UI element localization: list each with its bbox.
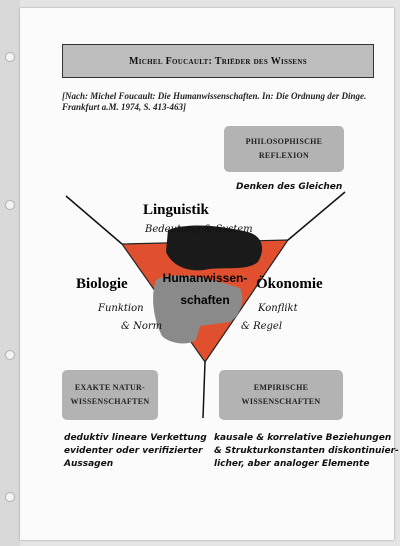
box-empirical-line2: WISSENSCHAFTEN [241,397,321,406]
axis-line-left [66,196,122,244]
field-oekonomie: Ökonomie [256,276,323,292]
center-label [160,267,250,311]
field-oekonomie-sub2: & Regel [241,321,283,332]
axis-line-down [203,362,205,418]
box-philosophy [224,126,344,172]
note-exact-line1: deduktiv lineare Verkettung [64,433,207,443]
title: Michel Foucault: Triëder des Wissens [129,55,307,67]
box-exact-line1: EXAKTE NATUR- [74,383,146,392]
note-empirical-line2: & Strukturkonstanten diskontinuier- [214,446,399,456]
note-exact-line2: evidenter oder verifizierter [64,446,203,456]
box-philosophy-line1: PHILOSOPHISCHE [245,137,323,146]
axis-line-right [288,192,345,240]
citation: [Nach: Michel Foucault: Die Humanwissenschaften. In: Die Ordnung der Dinge. Frankfurt a.M. 1974, S. 413-463] [62,91,367,112]
box-empirical-line1: EMPIRISCHE [253,383,309,392]
note-exact [64,432,207,471]
box-philosophy-line2: REFLEXION [258,151,310,160]
box-exact [62,370,158,420]
field-biologie-sub1: Funktion [98,303,144,314]
field-oekonomie-sub1: Konflikt [258,303,298,314]
box-empirical [219,370,343,420]
field-linguistik-sub: Bedeutung & System [145,224,253,235]
center-label-line2: schaften [180,293,230,307]
box-exact-line2: WISSENSCHAFTEN [70,397,150,406]
note-exact-line3: Aussagen [64,459,114,469]
note-empirical-line3: licher, aber analoger Elemente [214,459,370,469]
field-biologie: Biologie [76,276,128,292]
field-linguistik: Linguistik [143,202,209,218]
note-empirical [214,432,399,471]
field-biologie-sub2: & Norm [121,321,163,332]
center-label-line1: Humanwissen- [162,271,248,285]
note-philosophy: Denken des Gleichen [236,182,343,192]
note-empirical-line1: kausale & korrelative Beziehungen [214,433,392,443]
